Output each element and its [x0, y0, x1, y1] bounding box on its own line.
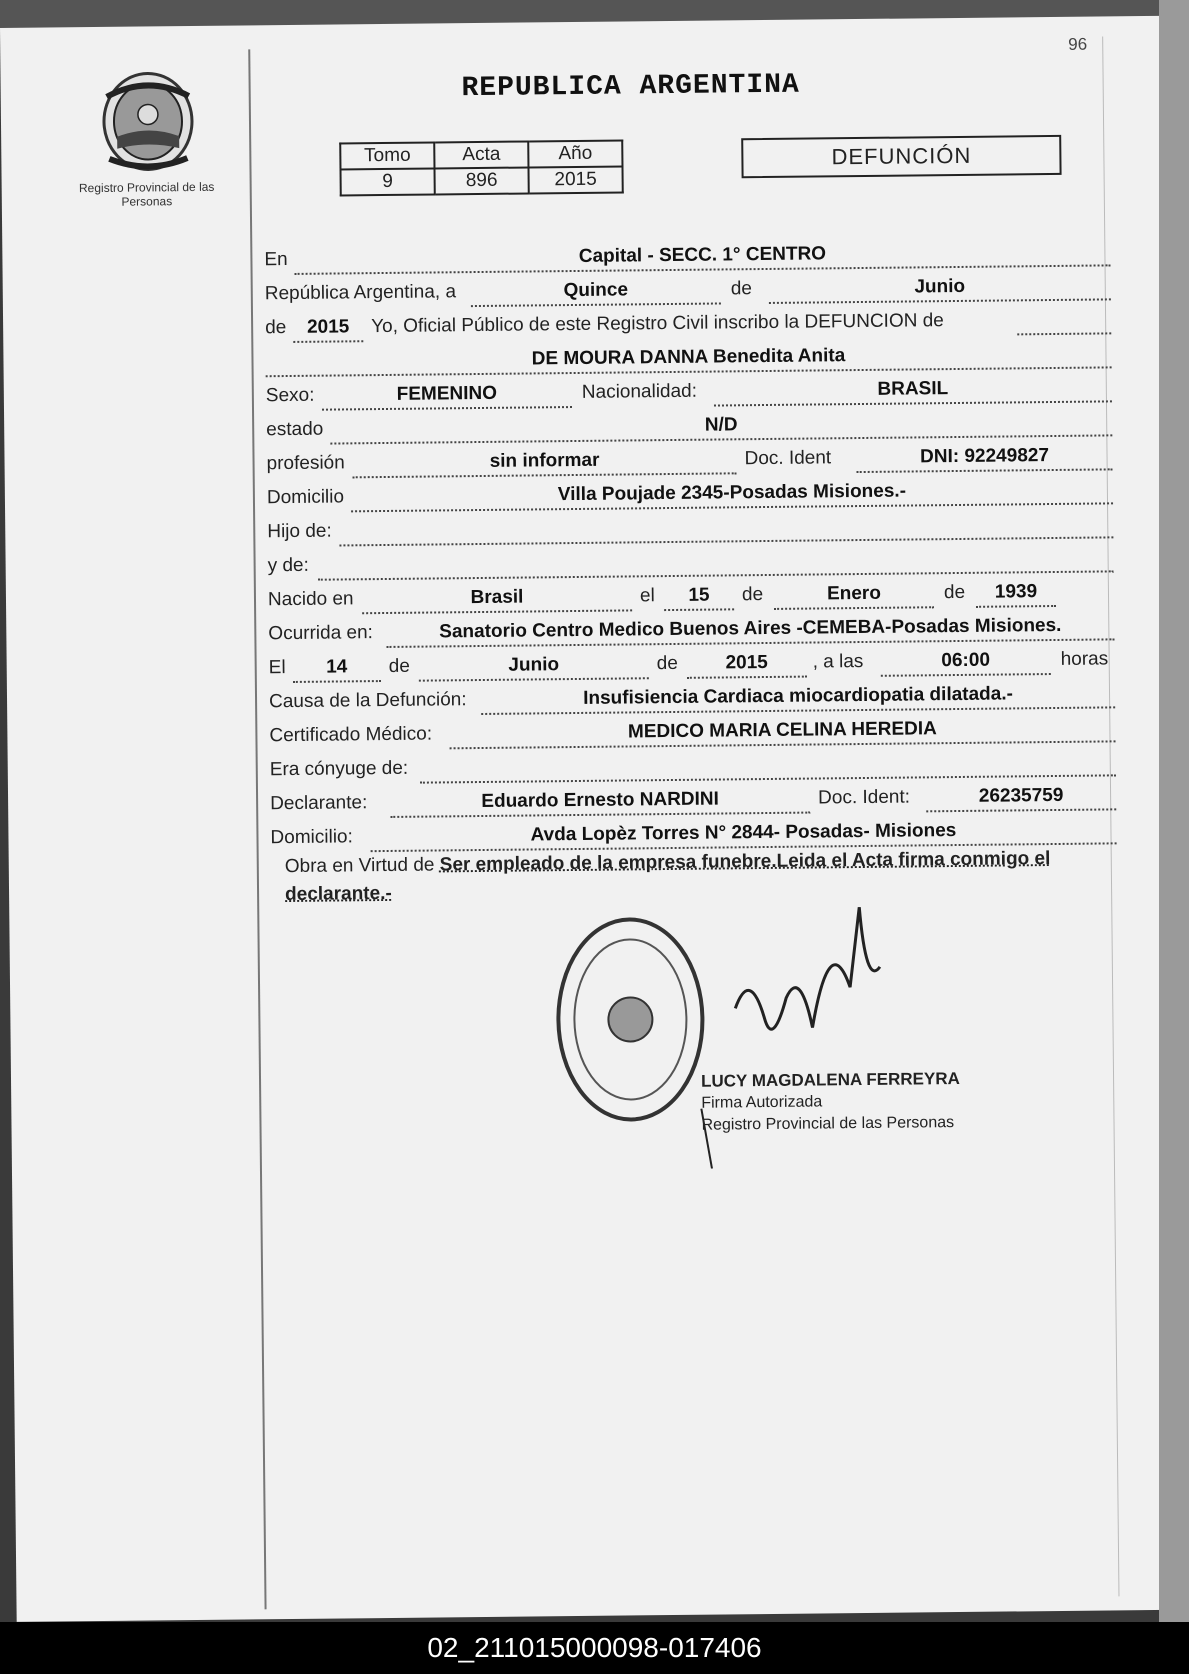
label-profesion: profesión	[266, 452, 345, 475]
tomo-header: Tomo	[340, 142, 434, 169]
field-blank	[1017, 308, 1111, 335]
label-el-cap: El	[268, 657, 286, 679]
label-estado: estado	[266, 418, 324, 441]
row-ocurrida	[268, 614, 1114, 651]
row-declarante	[270, 784, 1116, 821]
field-profesion: sin informar	[352, 448, 736, 478]
label-de-def-anio: de	[656, 652, 678, 675]
registry-label: Registro Provincial de las Personas	[78, 179, 215, 209]
province-crest-icon	[92, 66, 203, 177]
row-nacimiento	[268, 580, 1114, 617]
label-sexo: Sexo:	[265, 384, 315, 407]
acta-value: 896	[434, 167, 528, 194]
label-nacido-en: Nacido en	[267, 588, 354, 611]
label-yo: Yo, Oficial Público de este Registro Civil inscribo la DEFUNCION de	[371, 310, 944, 338]
field-y-de	[318, 546, 1114, 580]
label-el: el	[639, 585, 655, 607]
row-conyuge	[270, 750, 1116, 787]
field-nacido-en: Brasil	[362, 585, 632, 614]
label-conyuge: Era cónyuge de:	[269, 757, 409, 781]
label-de-def-mes: de	[388, 655, 410, 677]
field-domicilio: Villa Poujade 2345-Posadas Misiones.-	[351, 478, 1113, 512]
label-nacionalidad: Nacionalidad:	[581, 380, 698, 403]
label-de-nac-mes: de	[741, 584, 764, 606]
field-estado: N/D	[330, 410, 1112, 444]
label-republica: República Argentina, a	[264, 281, 457, 305]
obra-paragraph	[285, 844, 1136, 909]
label-de-nac-anio: de	[943, 581, 966, 604]
label-domicilio2: Domicilio:	[270, 826, 353, 849]
field-declarante-doc: 26235759	[926, 784, 1116, 812]
field-ocurrida-en: Sanatorio Centro Medico Buenos Aires -CEMEBA-Posadas Misiones.	[386, 614, 1114, 648]
label-en: En	[264, 249, 288, 271]
field-declarante: Eduardo Ernesto NARDINI	[390, 788, 810, 818]
field-mes: Junio	[769, 274, 1111, 304]
field-def-dia: 14	[293, 656, 381, 683]
field-nac-dia: 15	[664, 584, 734, 611]
field-def-mes: Junio	[419, 653, 649, 681]
margin-line-right	[1102, 36, 1119, 1596]
anio-header: Año	[528, 140, 622, 167]
label-horas: horas	[1060, 648, 1109, 670]
signer-role: Firma Autorizada	[701, 1093, 823, 1112]
field-def-anio: 2015	[687, 652, 807, 679]
field-conyuge	[420, 750, 1116, 783]
row-domicilio	[267, 478, 1113, 515]
row-fecha	[265, 274, 1111, 311]
row-hijo-de	[267, 512, 1113, 549]
record-type-box: DEFUNCIÓN	[741, 135, 1061, 178]
label-obra: Obra en Virtud de	[284, 854, 435, 878]
label-certificado: Certificado Médico:	[269, 723, 433, 747]
field-anio: 2015	[293, 316, 363, 343]
label-domicilio: Domicilio	[266, 486, 345, 509]
scan-footer-id: 02_211015000098-017406	[0, 1622, 1189, 1674]
signature-stamp	[701, 1068, 960, 1137]
label-de: de	[730, 278, 753, 300]
row-lugar	[264, 240, 1110, 277]
label-declarante: Declarante:	[270, 792, 368, 815]
page-number: 96	[1068, 34, 1088, 54]
field-declarante-domicilio: Avda Lopèz Torres N° 2844- Posadas- Misiones	[370, 818, 1116, 852]
tomo-value: 9	[340, 168, 434, 195]
field-nacionalidad: BRASIL	[714, 376, 1112, 406]
anio-value: 2015	[528, 166, 622, 193]
row-fecha-defuncion	[269, 648, 1115, 685]
field-nombre: DE MOURA DANNA Benedita Anita	[265, 342, 1111, 377]
row-y-de	[268, 546, 1114, 583]
field-nac-mes: Enero	[774, 582, 934, 610]
label-doc-ident: Doc. Ident	[744, 447, 832, 470]
label-a-las: , a las	[812, 650, 864, 673]
scan-right-border	[1159, 0, 1189, 1622]
field-nac-anio: 1939	[976, 581, 1056, 608]
field-certificado: MEDICO MARIA CELINA HEREDIA	[449, 716, 1115, 749]
field-dia: Quince	[471, 278, 721, 307]
label-ocurrida-en: Ocurrida en:	[268, 622, 374, 645]
certificate-page	[0, 16, 1177, 1622]
row-profesion	[266, 444, 1112, 481]
label-y-de: y de:	[267, 554, 309, 577]
field-hijo-de	[339, 512, 1113, 546]
field-def-hora: 06:00	[881, 649, 1051, 677]
row-estado	[266, 410, 1112, 447]
field-sexo: FEMENINO	[322, 382, 572, 411]
label-doc-ident2: Doc. Ident:	[817, 786, 911, 809]
row-nombre	[265, 342, 1111, 379]
row-anio	[265, 308, 1111, 345]
row-sexo	[266, 376, 1112, 413]
field-obra: Ser empleado de la empresa funebre.Leida el Acta firma conmigo el declarante.-	[284, 848, 1051, 906]
label-causa: Causa de la Defunción:	[268, 689, 467, 713]
label-hijo-de: Hijo de:	[267, 520, 332, 543]
field-lugar: Capital - SECC. 1° CENTRO	[294, 240, 1110, 275]
row-certificado	[269, 716, 1115, 753]
document-title: REPUBLICA ARGENTINA	[461, 69, 800, 105]
row-causa	[269, 682, 1115, 719]
field-doc-ident: DNI: 92249827	[856, 444, 1112, 473]
reference-table	[339, 139, 624, 196]
field-causa: Insufisiencia Cardiaca miocardiopatia dilatada.-	[481, 682, 1115, 715]
label-de-anio: de	[265, 317, 287, 339]
signer-name: LUCY MAGDALENA FERREYRA	[700, 1069, 960, 1091]
signer-office: Registro Provincial de las Personas	[701, 1114, 955, 1134]
acta-header: Acta	[434, 141, 528, 168]
